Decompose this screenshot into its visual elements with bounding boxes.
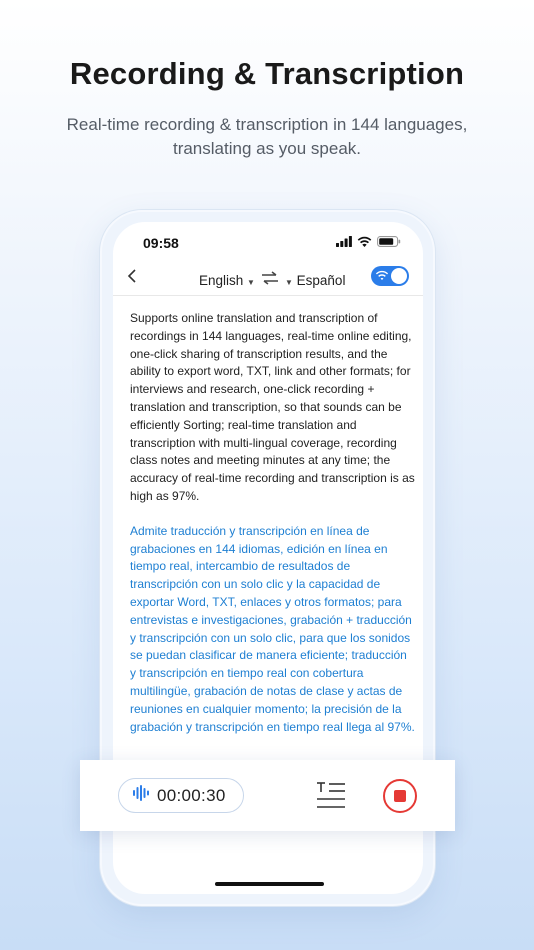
transcript-content xyxy=(130,310,415,736)
promo-subtitle-line-1: Real-time recording & transcription in 144 languages, xyxy=(66,115,468,134)
source-language-select[interactable] xyxy=(199,273,255,288)
signal-icon xyxy=(336,236,352,247)
stop-recording-button[interactable] xyxy=(383,779,417,813)
source-language-label: English xyxy=(199,272,244,288)
navigation-bar xyxy=(113,262,423,296)
recording-timer[interactable] xyxy=(118,778,244,813)
home-indicator xyxy=(215,882,324,886)
text-list-icon[interactable] xyxy=(316,781,346,814)
target-language-select[interactable] xyxy=(285,273,345,288)
caret-down-icon: ▼ xyxy=(284,277,293,287)
translated-transcript: Admite traducción y transcripción en línea de grabaciones en 144 idiomas, edición en línea en tiempo real, intercambio de resultados de transcripción con un solo clic y la capacidad de exportar Word, TXT, enlaces y otros formatos; para entrevistas e investigaciones, grabación + traducción y transcripción con un solo clic, para que los sonidos se puedan clasificar de manera eficiente; traducción y transcripción en tiempo real con cobertura multilingüe, grabación de notas de clase y actas de reuniones en cualquier momento; la precisión de la grabación y transcripción en tiempo real llega al 97%. xyxy=(130,523,415,734)
promo-subtitle-line-2: translating as you speak. xyxy=(172,139,362,158)
language-switcher xyxy=(199,270,345,290)
status-icons xyxy=(336,236,401,247)
caret-down-icon: ▼ xyxy=(247,277,255,287)
toggle-knob xyxy=(391,268,407,284)
status-time: 09:58 xyxy=(143,235,179,251)
recording-toolbar xyxy=(80,760,455,831)
swap-arrows-icon[interactable] xyxy=(261,270,279,290)
online-toggle[interactable] xyxy=(371,266,409,286)
target-language-label: Español xyxy=(296,272,346,288)
promo-title: Recording & Transcription xyxy=(69,56,465,91)
wifi-icon xyxy=(375,269,389,287)
wifi-icon xyxy=(357,236,372,247)
battery-icon xyxy=(377,236,401,247)
stop-icon xyxy=(394,790,406,802)
promo-subtitle xyxy=(40,113,494,161)
waveform-icon xyxy=(133,785,150,806)
source-transcript: Supports online translation and transcription of recordings in 144 languages, real-time online editing, one-click sharing of transcription results, and the ability to export word, TXT, link and other formats; for interviews and research, one-click recording + translation and transcription, so that sounds can be efficiently Sorting; real-time translation and transcription with multi-lingual coverage, recording class notes and meeting minutes at any time; the accuracy of real-time recording and transcription is as high as 97%. xyxy=(130,311,415,503)
elapsed-time: 00:00:30 xyxy=(157,785,226,805)
chevron-left-icon[interactable] xyxy=(127,268,137,289)
